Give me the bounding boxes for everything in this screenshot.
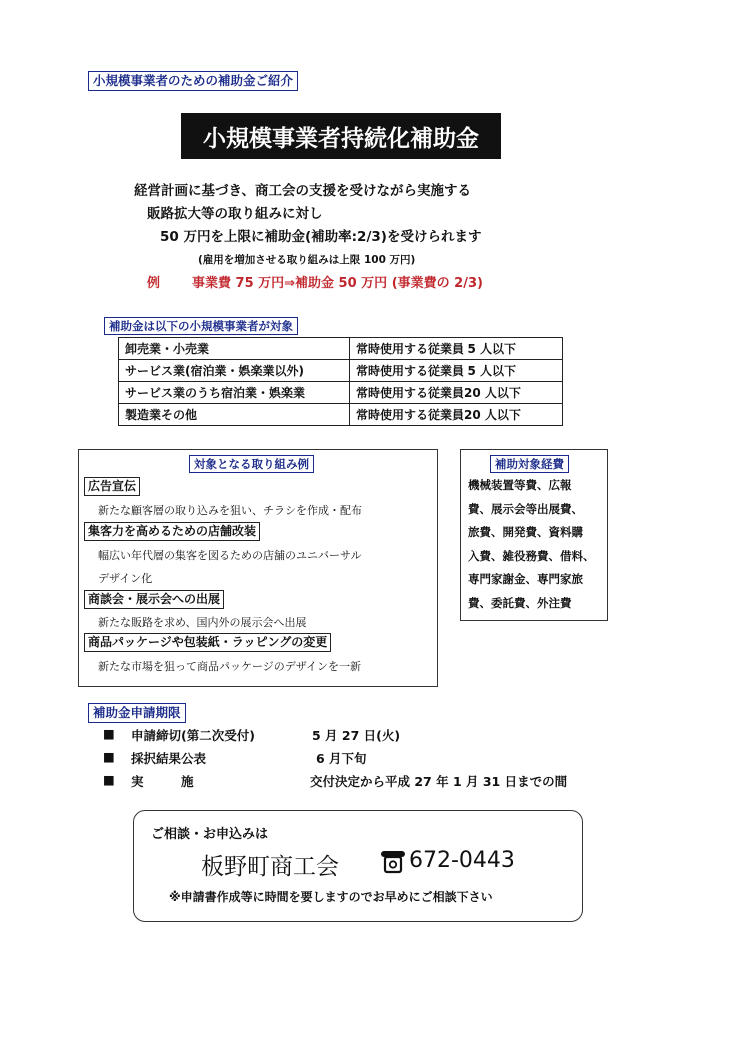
phone-icon	[380, 848, 406, 874]
contact-lead: ご相談・お申込みは	[151, 827, 269, 842]
scope-tag: 補助金は以下の小規模事業者が対象	[104, 317, 298, 335]
example-text: 事業費 75 万円⇒補助金 50 万円 (事業費の 2/3)	[192, 276, 483, 291]
condition-text: 常時使用する従業員	[356, 342, 465, 356]
example-label: 例	[147, 276, 161, 291]
page-title: 小規模事業者持続化補助金	[181, 113, 501, 159]
example-desc-1: 新たな顧客層の取り込みを狙い、チラシを作成・配布	[98, 504, 362, 517]
cost-line: 費、展示会等出展費、	[468, 501, 583, 516]
example-heading-2: 集客力を高めるための店舗改装	[84, 522, 260, 541]
intro-line-3: 50 万円を上限に補助金(補助率:2/3)を受けられます	[160, 229, 482, 245]
table-row	[119, 360, 563, 382]
cost-line: 旅費、開発費、資料購	[468, 525, 583, 539]
condition-text: 常時使用する従業員	[356, 364, 465, 378]
intro-note: (雇用を増加させる取り組みは上限 100 万円)	[198, 254, 416, 266]
contact-phone: 672-0443	[409, 848, 515, 873]
example-desc-2a: 幅広い年代層の集客を図るための店舗のユニバーサル	[98, 549, 362, 562]
example-heading-1: 広告宣伝	[84, 477, 140, 496]
industry-cell: サービス業のうち宿泊業・娯楽業	[119, 382, 350, 404]
deadline-value-3: 交付決定から平成 27 年 1 月 31 日までの間	[310, 774, 568, 789]
deadline-value-2: 6 月下旬	[316, 751, 367, 766]
example-heading-3: 商談会・展示会への出展	[84, 590, 224, 609]
condition-text: 常時使用する従業員	[356, 386, 465, 400]
example-heading-4: 商品パッケージや包装紙・ラッピングの変更	[84, 633, 331, 652]
industry-cell: 製造業その他	[119, 404, 350, 426]
bullet-icon: ■	[103, 772, 115, 787]
deadline-value-1: 5 月 27 日(火)	[312, 728, 401, 743]
table-row	[119, 404, 563, 426]
condition-cell	[350, 404, 563, 426]
cost-line: 費、委託費、外注費	[468, 595, 572, 610]
example-desc-4: 新たな市場を狙って商品パッケージのデザインを一新	[98, 660, 362, 673]
deadline-label-3: 実 施	[131, 774, 194, 789]
industry-cell: 卸売業・小売業	[119, 338, 350, 360]
costs-tag: 補助対象経費	[490, 455, 569, 473]
limit-text: 20 人以下	[464, 386, 521, 400]
condition-cell	[350, 338, 563, 360]
deadline-label-1: 申請締切(第二次受付)	[131, 728, 255, 743]
condition-text: 常時使用する従業員	[356, 408, 465, 422]
table-row	[119, 338, 563, 360]
contact-note: ※申請書作成等に時間を要しますのでお早めにご相談下さい	[169, 890, 493, 904]
bullet-icon: ■	[103, 749, 115, 764]
examples-tag: 対象となる取り組み例	[189, 455, 314, 473]
example-desc-2b: デザイン化	[98, 572, 153, 585]
scope-table	[118, 337, 563, 426]
cost-line: 専門家謝金、専門家旅	[468, 572, 583, 586]
intro-line-2: 販路拡大等の取り組みに対し	[147, 206, 323, 222]
deadline-tag: 補助金申請期限	[88, 703, 186, 723]
contact-org: 板野町商工会	[201, 854, 339, 880]
bullet-icon: ■	[103, 726, 115, 741]
industry-cell: サービス業(宿泊業・娯楽業以外)	[119, 360, 350, 382]
cost-line: 入費、雑役務費、借料、	[468, 548, 595, 563]
limit-text: 20 人以下	[464, 408, 521, 422]
table-row	[119, 382, 563, 404]
deadline-label-2: 採択結果公表	[131, 751, 207, 766]
limit-text: 5 人以下	[467, 364, 517, 378]
header-tag: 小規模事業者のための補助金ご紹介	[88, 71, 298, 91]
example-desc-3: 新たな販路を求め、国内外の展示会へ出展	[98, 616, 307, 629]
cost-line: 機械装置等費、広報	[468, 478, 572, 492]
limit-text: 5 人以下	[467, 342, 517, 356]
condition-cell	[350, 360, 563, 382]
intro-line-1: 経営計画に基づき、商工会の支援を受けながら実施する	[134, 183, 471, 199]
condition-cell	[350, 382, 563, 404]
costs-list	[468, 474, 604, 615]
